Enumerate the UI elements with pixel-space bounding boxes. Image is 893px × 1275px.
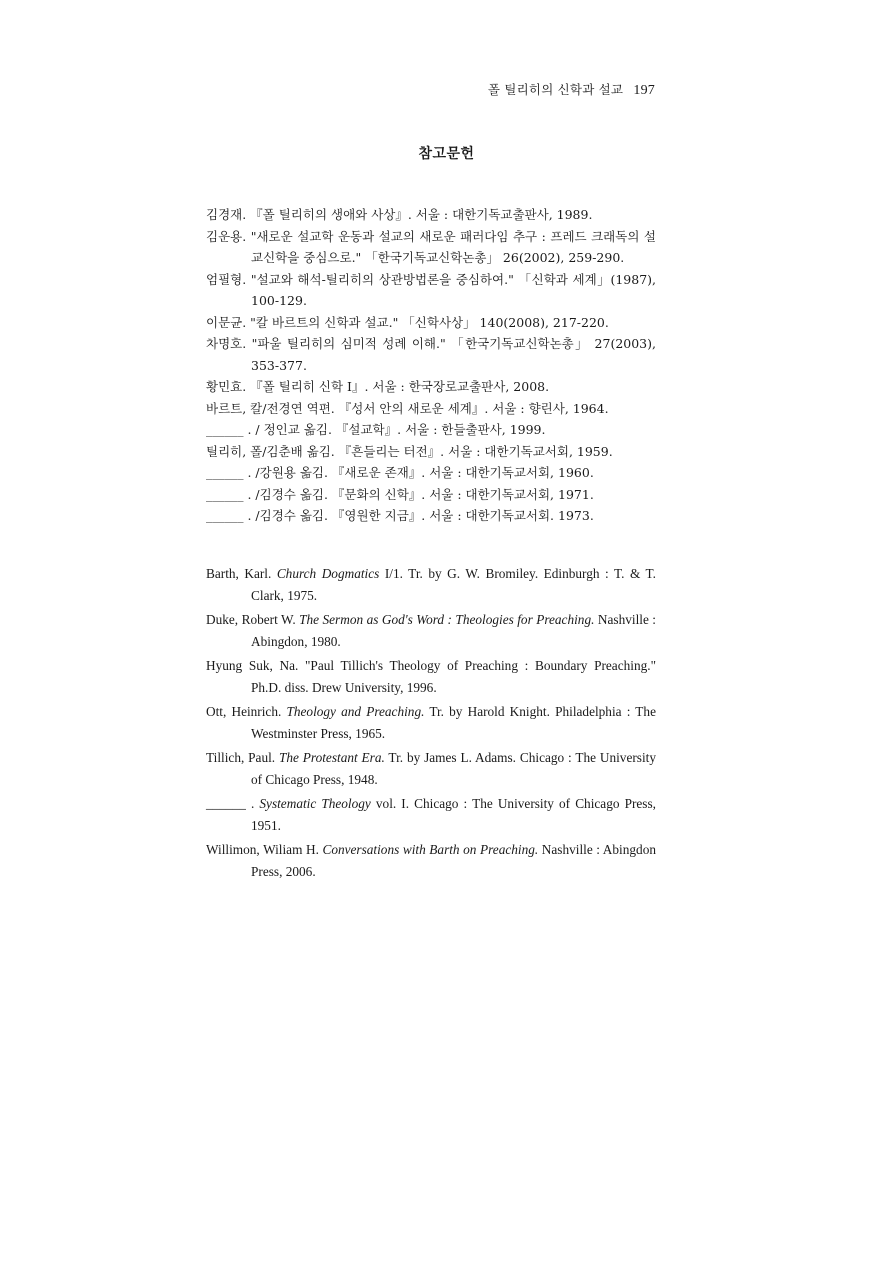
ref-title: Theology and Preaching. bbox=[286, 704, 425, 719]
reference-entry bbox=[206, 793, 656, 836]
ref-title: Church Dogmatics bbox=[276, 566, 380, 581]
reference-entry bbox=[206, 655, 656, 698]
reference-entry: 김경재. 『폴 틸리히의 생애와 사상』. 서울 : 대한기독교출판사, 1989. bbox=[206, 207, 593, 222]
ref-author: Tillich, Paul. bbox=[206, 750, 279, 765]
reference-entry bbox=[206, 747, 656, 790]
reference-entry: 바르트, 칼/전경연 역편. 『성서 안의 새로운 세계』. 서울 : 향린사, 1964. bbox=[206, 400, 609, 416]
reference-entry: 엄필형. "설교와 해석-틸리히의 상관방법론을 중심하여." 「신학과 세계」(1987), 100-129. bbox=[206, 271, 656, 308]
ref-details: vol. I. Chicago : The University of Chicago Press, 1951. bbox=[251, 796, 656, 833]
reference-entry: 틸리히, 폴/김춘배 옮김. 『흔들리는 터전』. 서울 : 대한기독교서회, 1959. bbox=[206, 443, 613, 459]
reference-entry: ______ . /강원용 옮김. 『새로운 존재』. 서울 : 대한기독교서회, 1960. bbox=[206, 465, 594, 480]
ref-details: Tr. by Harold Knight. Philadelphia : The Westminster Press, 1965. bbox=[251, 704, 656, 741]
ref-title: The Protestant Era. bbox=[278, 750, 385, 765]
reference-entry: ______ . / 정인교 옮김. 『설교학』. 서울 : 한들출판사, 1999. bbox=[206, 422, 546, 437]
ref-title: The Sermon as God's Word : Theologies for Preaching. bbox=[299, 612, 595, 627]
running-header bbox=[488, 80, 655, 99]
page-number: 197 bbox=[633, 83, 655, 98]
korean-references bbox=[206, 204, 656, 527]
reference-entry: ______ . /김경수 옮김. 『문화의 신학』. 서울 : 대한기독교서회, 1971. bbox=[206, 486, 594, 502]
ref-author: Barth, Karl. bbox=[206, 566, 277, 581]
ref-details: Nashville : Abingdon, 1980. bbox=[251, 612, 657, 649]
reference-entry bbox=[206, 609, 656, 652]
ref-author: Duke, Robert W. bbox=[206, 612, 300, 627]
running-title: 폴 틸리히의 신학과 설교 bbox=[487, 82, 624, 97]
ref-author: ______ . bbox=[206, 796, 260, 811]
ref-author: Hyung Suk, Na. "Paul Tillich's Theology of Preaching : Boundary Preaching." Ph.D. diss. Drew University, 1996. bbox=[206, 658, 656, 695]
ref-details: Tr. by James L. Adams. Chicago : The University of Chicago Press, 1948. bbox=[251, 750, 656, 787]
reference-entry: 이문균. "칼 바르트의 신학과 설교." 「신학사상」 140(2008), 217-220. bbox=[206, 314, 609, 330]
reference-entry: 황민효. 『폴 틸리히 신학 I』. 서울 : 한국장로교출판사, 2008. bbox=[206, 379, 550, 394]
reference-entry bbox=[206, 701, 656, 744]
ref-title: Conversations with Barth on Preaching. bbox=[322, 842, 539, 857]
reference-entry bbox=[206, 563, 656, 606]
reference-entry bbox=[206, 839, 656, 882]
ref-author: Ott, Heinrich. bbox=[206, 704, 287, 719]
ref-details: I/1. Tr. by G. W. Bromiley. Edinburgh : T. & T. Clark, 1975. bbox=[251, 566, 656, 603]
ref-title: Systematic Theology bbox=[259, 796, 371, 811]
section-title: 참고문헌 bbox=[418, 146, 475, 162]
reference-entry: 김운용. "새로운 설교학 운동과 설교의 새로운 패러다임 추구 : 프레드 크래독의 설교신학을 중심으로." 「한국기독교신학논총」 26(2002), 259-290. bbox=[206, 228, 656, 265]
reference-entry: ______ . /김경수 옮김. 『영원한 지금』. 서울 : 대한기독교서회. 1973. bbox=[206, 508, 594, 523]
ref-details: Nashville : Abingdon Press, 2006. bbox=[251, 842, 656, 879]
english-references bbox=[206, 563, 656, 885]
reference-entry: 차명호. "파울 틸리히의 심미적 성례 이해." 「한국기독교신학논총」 27(2003), 353-377. bbox=[206, 336, 656, 373]
ref-author: Willimon, Wiliam H. bbox=[206, 842, 323, 857]
